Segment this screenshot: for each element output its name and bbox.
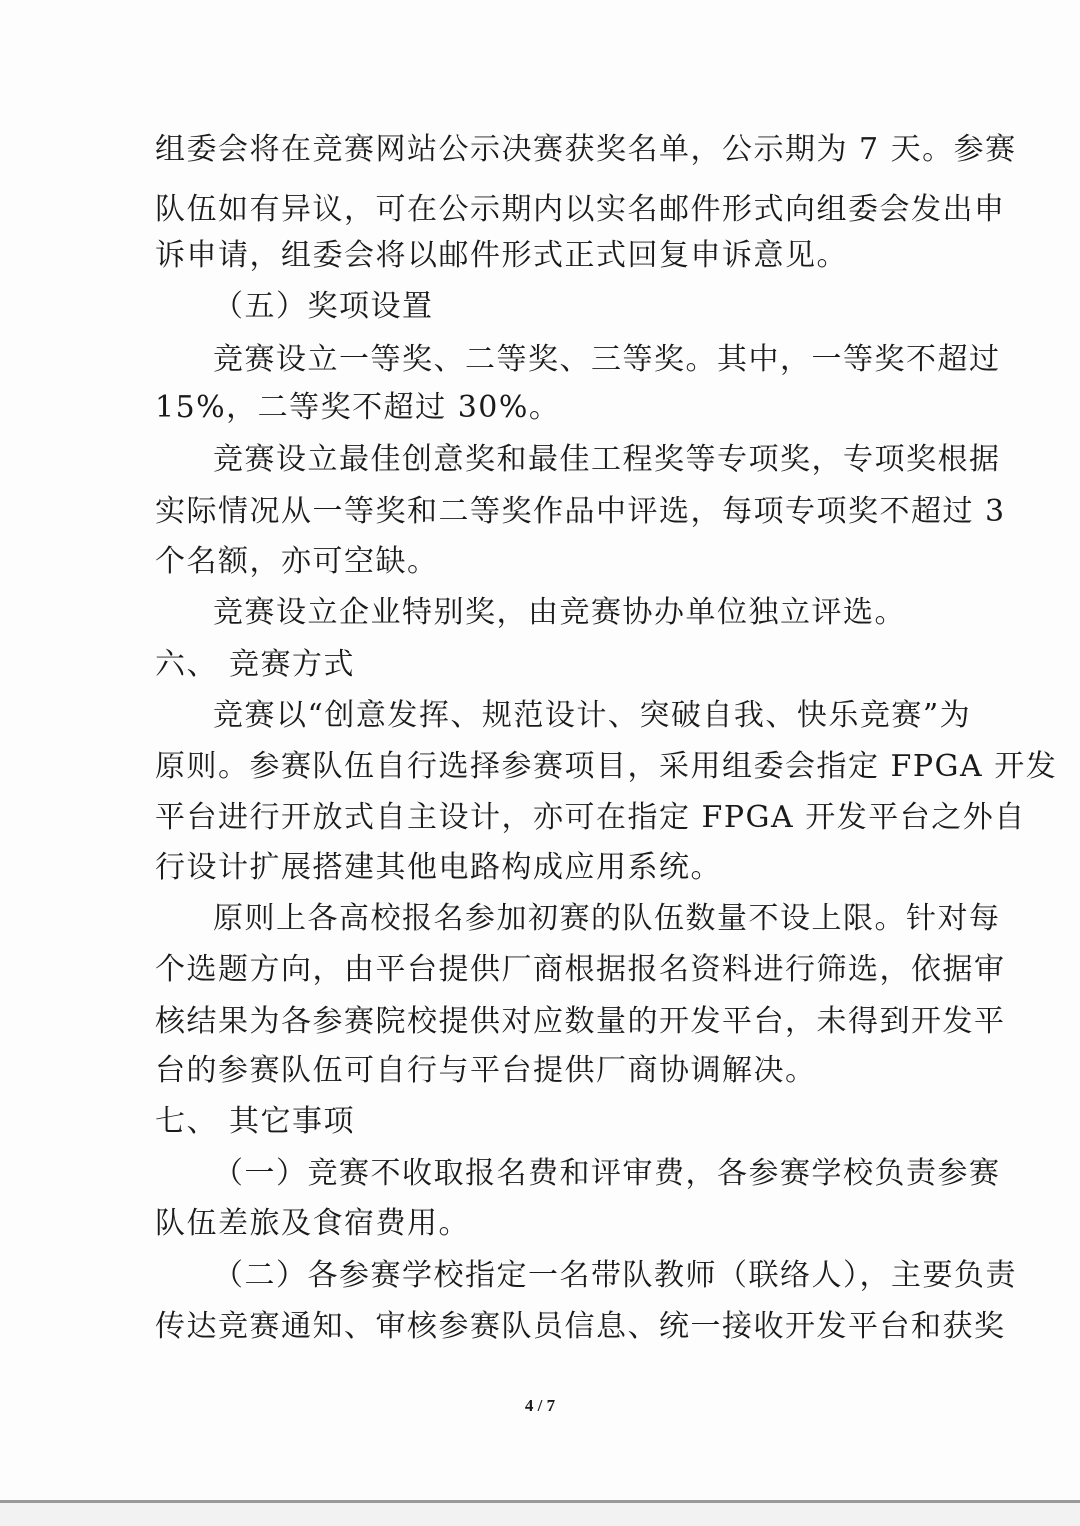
- text-line: 队伍差旅及食宿费用。: [155, 1206, 470, 1241]
- text-line: 竞赛以“创意发挥、规范设计、突破自我、快乐竞赛”为: [213, 698, 972, 733]
- section-heading: （五）奖项设置: [213, 289, 434, 324]
- text-line: 竞赛设立企业特别奖，由竞赛协办单位独立评选。: [213, 595, 906, 630]
- text-line: 传达竞赛通知、审核参赛队员信息、统一接收开发平台和获奖: [155, 1309, 1006, 1344]
- section-heading: 六、 竞赛方式: [155, 647, 356, 682]
- section-heading: 七、 其它事项: [155, 1104, 356, 1139]
- text-line: 竞赛设立最佳创意奖和最佳工程奖等专项奖，专项奖根据: [213, 442, 1001, 477]
- text-line: 组委会将在竞赛网站公示决赛获奖名单，公示期为 7 天。参赛: [155, 132, 1017, 167]
- text-line: 台的参赛队伍可自行与平台提供厂商协调解决。: [155, 1053, 817, 1088]
- page-number: 4 / 7: [524, 1396, 556, 1415]
- text-line: （二）各参赛学校指定一名带队教师（联络人），主要负责: [213, 1258, 1017, 1293]
- text-line: 诉申请，组委会将以邮件形式正式回复申诉意见。: [155, 238, 848, 273]
- text-line: 原则。参赛队伍自行选择参赛项目，采用组委会指定 FPGA 开发: [155, 749, 1058, 784]
- text-line: （一）竞赛不收取报名费和评审费，各参赛学校负责参赛: [213, 1156, 1001, 1191]
- text-line: 行设计扩展搭建其他电路构成应用系统。: [155, 850, 722, 885]
- text-line: 原则上各高校报名参加初赛的队伍数量不设上限。针对每: [213, 901, 1001, 936]
- text-line: 平台进行开放式自主设计，亦可在指定 FPGA 开发平台之外自: [155, 800, 1026, 835]
- scan-edge-shade: [0, 1503, 1080, 1526]
- text-line: 队伍如有异议，可在公示期内以实名邮件形式向组委会发出申: [155, 192, 1006, 227]
- text-line: 竞赛设立一等奖、二等奖、三等奖。其中，一等奖不超过: [213, 342, 1001, 377]
- text-line: 实际情况从一等奖和二等奖作品中评选，每项专项奖不超过 3: [155, 494, 1006, 529]
- text-line: 核结果为各参赛院校提供对应数量的开发平台，未得到开发平: [155, 1004, 1006, 1039]
- text-line: 15%，二等奖不超过 30%。: [155, 390, 561, 425]
- text-line: 个名额，亦可空缺。: [155, 544, 439, 579]
- text-line: 个选题方向，由平台提供厂商根据报名资料进行筛选，依据审: [155, 952, 1006, 987]
